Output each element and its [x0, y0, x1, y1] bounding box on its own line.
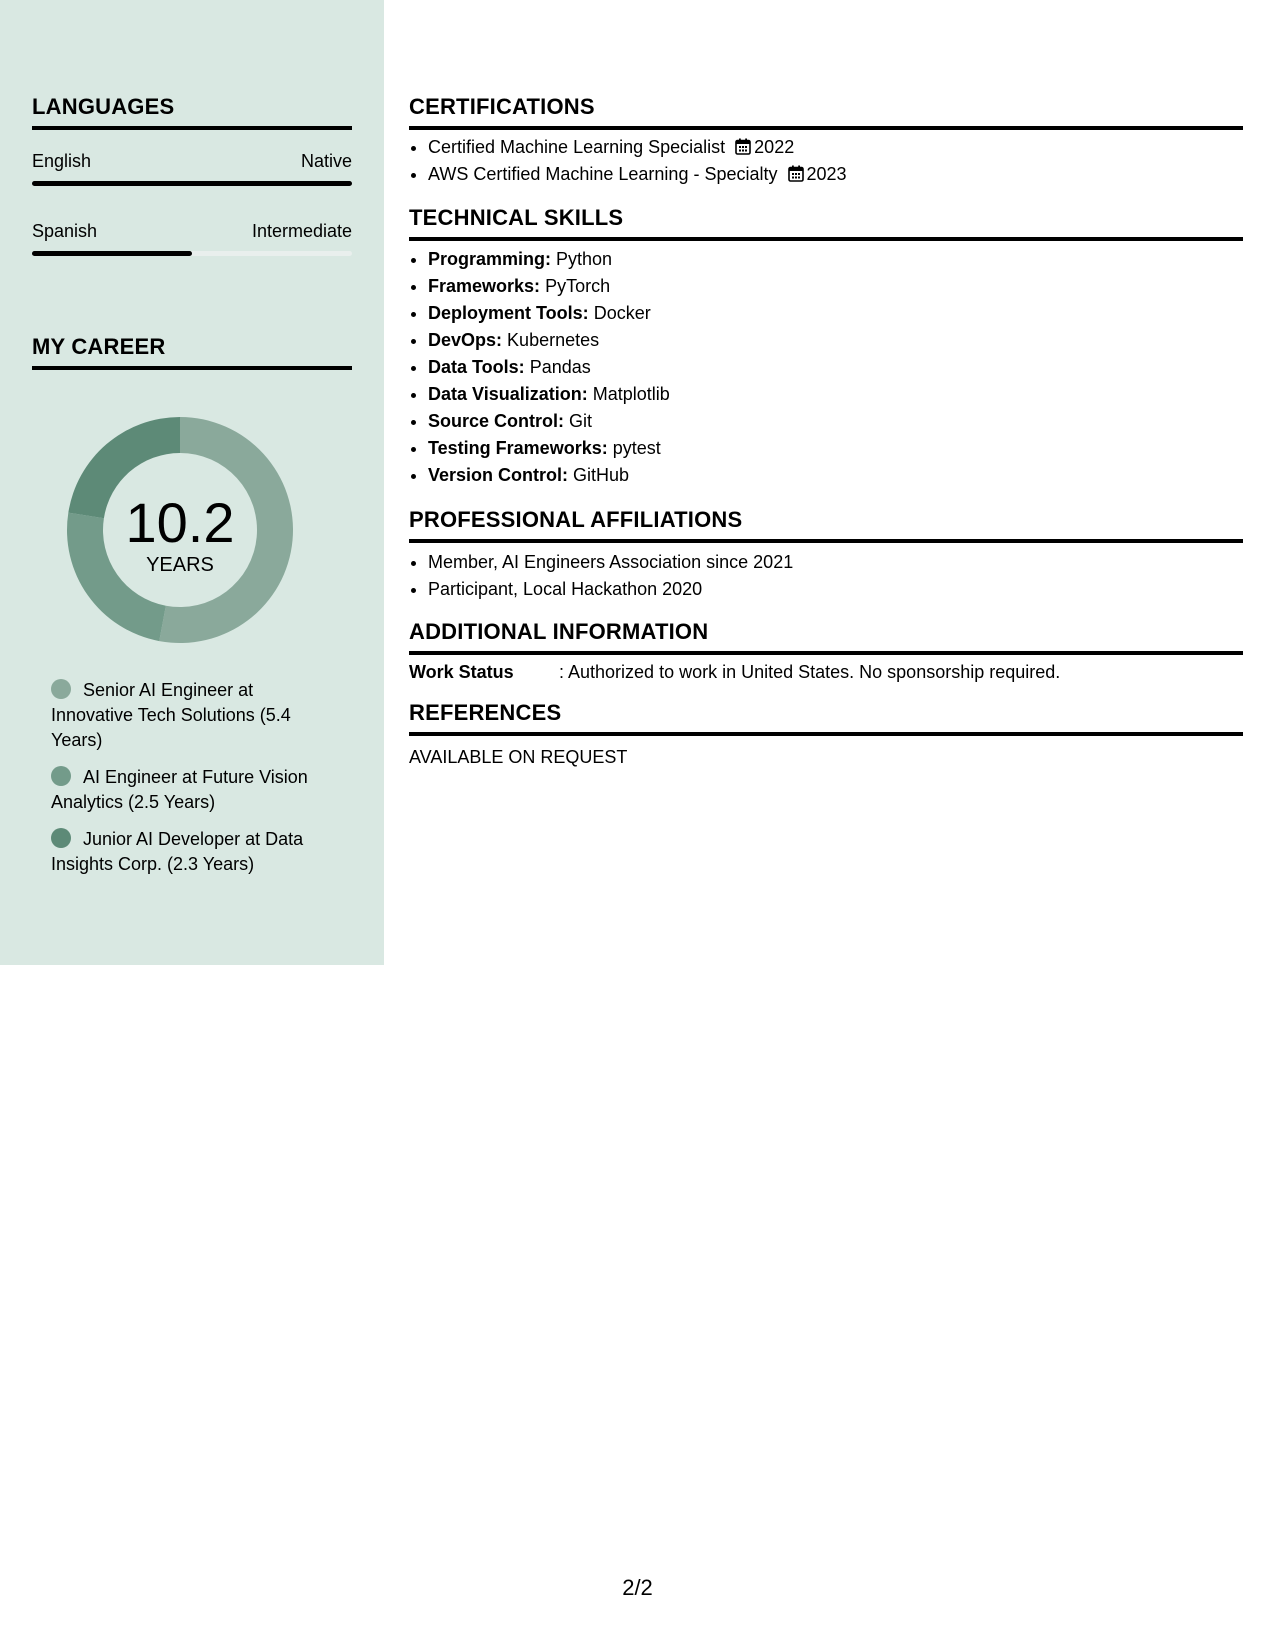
skill-label: Data Visualization:	[428, 384, 588, 404]
legend-dot-icon	[51, 679, 71, 699]
skill-value: Matplotlib	[592, 384, 670, 404]
skill-item	[428, 327, 1243, 354]
certification-item	[428, 134, 1243, 161]
skill-item	[428, 246, 1243, 273]
skill-value: Git	[569, 411, 593, 431]
career-legend-label: Junior AI Developer at Data Insights Corp. (2.3 Years)	[51, 829, 304, 874]
language-name: Spanish	[32, 221, 98, 241]
skill-label: Deployment Tools:	[428, 303, 589, 323]
career-legend-item	[51, 827, 331, 877]
skill-value: Kubernetes	[507, 330, 600, 350]
skill-value: GitHub	[573, 465, 630, 485]
calendar-icon	[788, 165, 804, 182]
skill-value: Docker	[593, 303, 651, 323]
work-status-value: : Authorized to work in United States. No sponsorship required.	[559, 662, 1061, 682]
career-legend	[51, 678, 331, 889]
certification-name: AWS Certified Machine Learning - Specialty	[428, 164, 778, 184]
skill-value: Python	[556, 249, 613, 269]
references-text: AVAILABLE ON REQUEST	[409, 747, 628, 767]
page-number: 2/2	[622, 1575, 653, 1600]
career-donut-chart	[66, 416, 294, 644]
additional-info-title: ADDITIONAL INFORMATION	[409, 619, 1243, 655]
skill-label: Source Control:	[428, 411, 565, 431]
language-proficiency-fill	[32, 251, 192, 256]
language-proficiency-bar	[32, 181, 352, 186]
skill-item	[428, 381, 1243, 408]
skill-label: Programming:	[428, 249, 552, 269]
skill-item	[428, 354, 1243, 381]
work-status-label: Work Status	[409, 662, 514, 682]
certifications-list	[409, 134, 1243, 188]
certification-item	[428, 161, 1243, 188]
skill-item	[428, 273, 1243, 300]
language-name: English	[32, 151, 92, 171]
skill-item	[428, 408, 1243, 435]
skill-item	[428, 300, 1243, 327]
career-legend-label: AI Engineer at Future Vision Analytics (2.5 Years)	[51, 767, 308, 812]
career-legend-item	[51, 678, 331, 753]
legend-dot-icon	[51, 766, 71, 786]
skills-title: TECHNICAL SKILLS	[409, 205, 1243, 241]
affiliation-item: • Member, AI Engineers Association since 2021	[428, 549, 1243, 576]
skill-label: Version Control:	[428, 465, 569, 485]
certification-year: 2023	[806, 164, 847, 184]
certification-name: Certified Machine Learning Specialist	[428, 137, 726, 157]
skill-value: pytest	[612, 438, 661, 458]
skill-label: Testing Frameworks:	[428, 438, 608, 458]
sidebar	[0, 0, 384, 965]
skill-label: Frameworks:	[428, 276, 541, 296]
language-proficiency-fill	[32, 181, 352, 186]
career-legend-label: Senior AI Engineer at Innovative Tech Solutions (5.4 Years)	[51, 680, 291, 750]
affiliation-item: • Participant, Local Hackathon 2020	[428, 576, 1243, 603]
career-legend-item	[51, 765, 331, 815]
calendar-icon	[735, 138, 751, 155]
language-item-english	[32, 151, 352, 186]
certifications-title: CERTIFICATIONS	[409, 94, 1243, 130]
legend-dot-icon	[51, 828, 71, 848]
career-unit: YEARS	[146, 554, 214, 576]
skill-value: PyTorch	[545, 276, 611, 296]
references-title: REFERENCES	[409, 700, 1243, 736]
affiliations-list	[409, 549, 1243, 603]
certification-year: 2022	[754, 137, 795, 157]
language-proficiency-bar	[32, 251, 352, 256]
career-donut-svg	[66, 416, 294, 644]
affiliations-title: PROFESSIONAL AFFILIATIONS	[409, 507, 1243, 543]
work-status-row	[409, 661, 1243, 683]
languages-title: LANGUAGES	[32, 94, 352, 130]
skill-value: Pandas	[529, 357, 591, 377]
language-item-spanish	[32, 221, 352, 256]
language-level: Native	[300, 151, 352, 171]
skill-label: Data Tools:	[428, 357, 525, 377]
career-title: MY CAREER	[32, 334, 352, 370]
career-total: 10.2	[125, 491, 235, 554]
language-level: Intermediate	[251, 221, 352, 241]
skill-label: DevOps:	[428, 330, 503, 350]
skill-item	[428, 462, 1243, 489]
skills-list	[409, 246, 1243, 489]
skill-item	[428, 435, 1243, 462]
